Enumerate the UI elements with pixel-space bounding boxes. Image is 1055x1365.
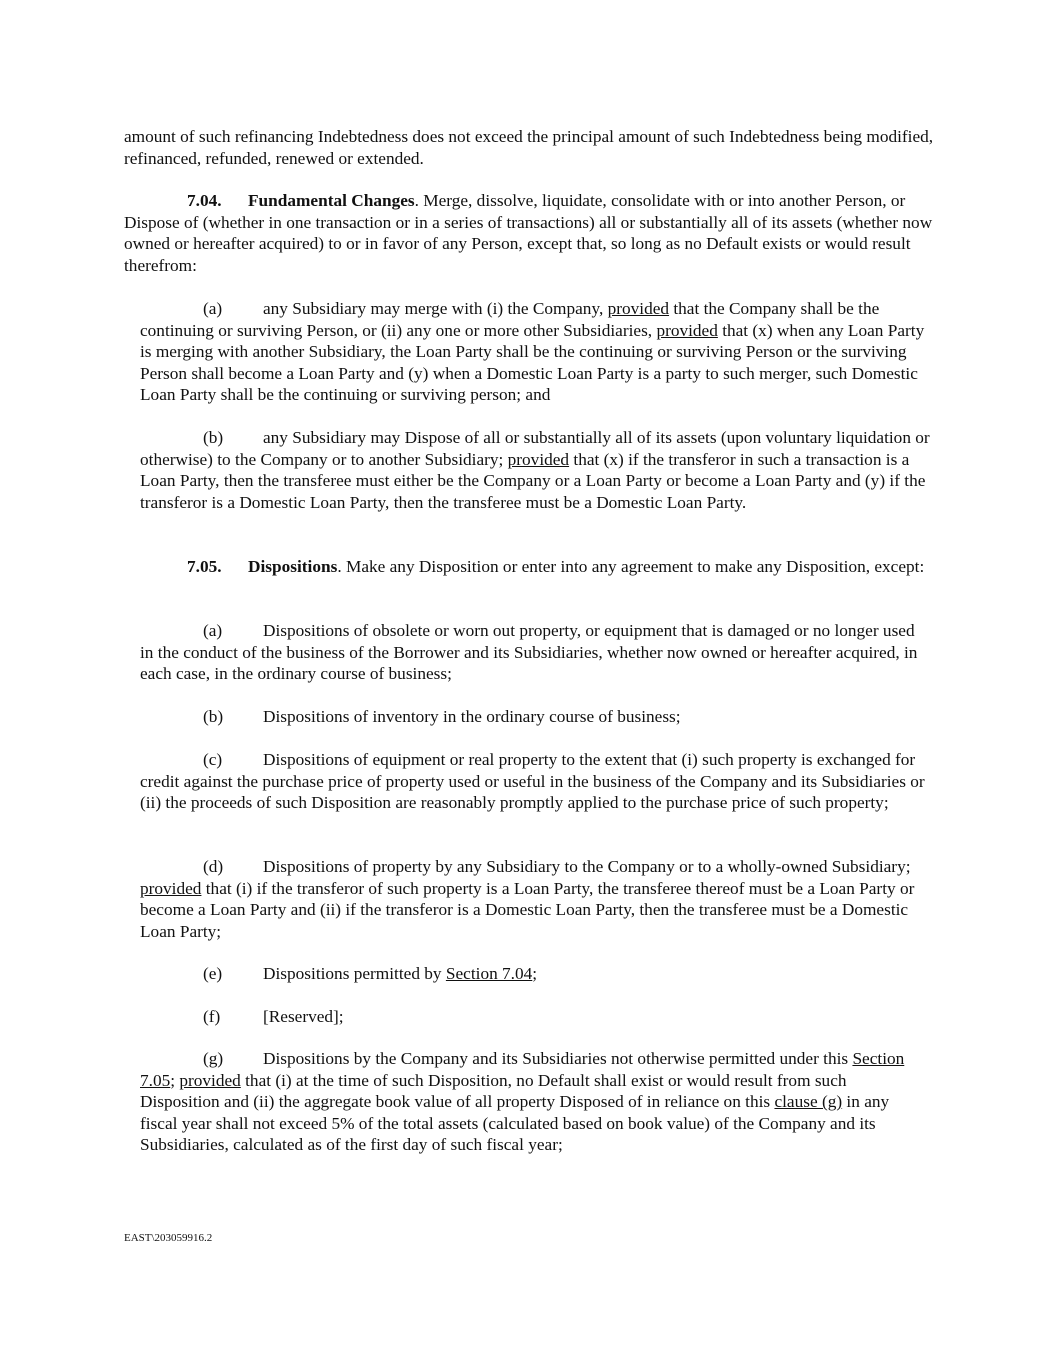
clause-label: (c) bbox=[203, 750, 223, 769]
section-heading: Dispositions bbox=[248, 557, 338, 576]
clause-7-05-f: (f) [Reserved]; bbox=[203, 1007, 344, 1026]
clause-label: (a) bbox=[203, 299, 223, 318]
clause-label: (g) bbox=[203, 1049, 224, 1068]
clause-label: (a) bbox=[203, 621, 223, 640]
clause-7-04-a: (a) any Subsidiary may merge with (i) the Company, provided that the Company shall be the continuing or surviving Person, or (ii) any one or more other Subsidiaries, provided that (x) when any Loan Party is merging with another Subsidiary, the Loan Party shall be the continuing or surviving Person or the surviving Person shall become a Loan Party and (y) when a Domestic Loan Party is a party to such merger, such Domestic Loan Party shall be the continuing or surviving person; and bbox=[140, 299, 925, 405]
clause-label: (e) bbox=[203, 964, 223, 983]
clause-reference: clause (g) bbox=[774, 1092, 843, 1112]
section-reference: Section 7.04 bbox=[445, 964, 533, 983]
clause-7-05-d: (d) Dispositions of property by any Subsidiary to the Company or to a wholly-owned Subsidiary; provided that (i) if the transferor of such property is a Loan Party, the transferee thereof must be a Loan Party or become a Loan Party and (ii) if the transferor is a Domestic Loan Party, then the transferee must be a Domestic Loan Party; bbox=[140, 857, 915, 941]
underlined-term: provided bbox=[507, 449, 570, 469]
section-reference: Section 7.05 bbox=[140, 1049, 905, 1090]
clause-label: (f) bbox=[203, 1007, 221, 1026]
clause-7-05-c: (c) Dispositions of equipment or real property to the extent that (i) such property is exchanged for credit against the purchase price of property used or useful in the business of the Company and its Subsidiaries or (ii) the proceeds of such Disposition are reasonably promptly applied to the purchase price of such property; bbox=[140, 750, 925, 813]
section-number: 7.05. bbox=[187, 557, 222, 576]
section-7-05: 7.05. Dispositions. Make any Disposition or enter into any agreement to make any Disposition, except: bbox=[187, 557, 925, 576]
section-number: 7.04. bbox=[187, 191, 222, 210]
underlined-term: provided bbox=[656, 320, 718, 340]
footer-doc-id: EAST\203059916.2 bbox=[124, 1232, 213, 1244]
clause-label: (b) bbox=[203, 707, 224, 726]
clause-7-05-a: (a) Dispositions of obsolete or worn out property, or equipment that is damaged or no longer used in the conduct of the business of the Borrower and its Subsidiaries, whether now owned or hereafter acquired, in each case, in the ordinary course of business; bbox=[140, 621, 918, 684]
clause-7-05-b: (b) Dispositions of inventory in the ordinary course of business; bbox=[203, 707, 681, 726]
clause-7-04-b: (b) any Subsidiary may Dispose of all or substantially all of its assets (upon voluntary liquidation or otherwise) to the Company or to another Subsidiary; provided that (x) if the transferor in such a transaction is a Loan Party, then the transferee must either be the Company or a Loan Party or become a Loan Party and (y) if the transferor is a Domestic Loan Party, then the transferee must be a Domestic Loan Party. bbox=[140, 428, 930, 512]
section-7-04: 7.04. Fundamental Changes. Merge, dissolve, liquidate, consolidate with or into another Person, or Dispose of (whether in one transaction or in a series of transactions) all or substantially all of its assets (whether now owned or hereafter acquired) to or in favor of any Person, except that, so long as no Default exists or would result therefrom: bbox=[124, 191, 933, 275]
underlined-term: provided bbox=[140, 878, 202, 898]
clause-label: (b) bbox=[203, 428, 224, 447]
underlined-term: provided bbox=[179, 1070, 241, 1090]
clause-7-05-g: (g) Dispositions by the Company and its Subsidiaries not otherwise permitted under this Section 7.05; provided that (i) at the time of such Disposition, no Default shall exist or would result from such Disposition and (ii) the aggregate book value of all property Disposed of in reliance on this clause (g) in any fiscal year shall not exceed 5% of the total assets (calculated based on book value) of the Company and its Subsidiaries, calculated as of the first day of such fiscal year; bbox=[140, 1049, 905, 1155]
section-heading: Fundamental Changes bbox=[248, 191, 415, 210]
underlined-term: provided bbox=[607, 299, 670, 318]
paragraph-intro: amount of such refinancing Indebtedness does not exceed the principal amount of such Indebtedness being modified, refinanced, refunded, renewed or extended. bbox=[124, 127, 934, 168]
clause-label: (d) bbox=[203, 857, 224, 876]
clause-7-05-e: (e) Dispositions permitted by Section 7.04; bbox=[203, 964, 538, 983]
